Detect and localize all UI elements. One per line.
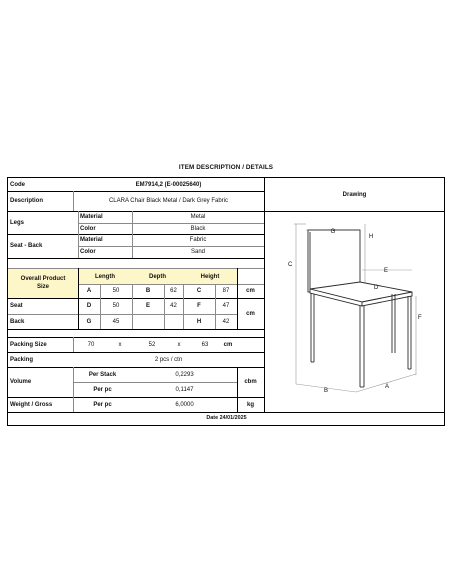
volume-per-stack-label: Per Stack: [88, 371, 117, 378]
depth-header: Depth: [149, 273, 166, 280]
legs-color-value: Black: [190, 225, 206, 232]
packing-size-length: 70: [87, 341, 95, 348]
dim-g-key: G: [86, 318, 92, 325]
dim-h-key: H: [196, 318, 202, 325]
drawing-title: Drawing: [342, 192, 367, 198]
chair-outline: [308, 230, 412, 387]
weight-per-pc-label: Per pc: [93, 401, 112, 408]
page-title: ITEM DESCRIPTION / DETAILS: [178, 164, 274, 171]
seat-back-material-label: Material: [80, 237, 103, 243]
dim-c-key: C: [196, 288, 202, 294]
weight-value: 6,0000: [175, 401, 194, 408]
code-value: EM7914,2 (E-00025640): [135, 181, 202, 188]
overall-unit: cm: [246, 288, 255, 294]
seat-back-unit: cm: [246, 310, 255, 317]
dim-b-value: 62: [170, 288, 177, 294]
dim-f-key: F: [197, 303, 201, 309]
label-f: F: [418, 315, 422, 321]
volume-label: Volume: [10, 379, 32, 385]
dim-c-value: 87: [222, 288, 230, 294]
overall-size-label: Overall Product Size: [20, 276, 66, 290]
code-label: Code: [10, 181, 25, 188]
label-e: E: [384, 268, 389, 274]
seat-label: Seat: [10, 303, 23, 309]
label-d: D: [374, 285, 379, 291]
volume-per-pc-label: Per pc: [93, 386, 112, 393]
dim-a-value: 50: [112, 288, 120, 294]
packing-size-x2: x: [177, 341, 181, 348]
dim-d-value: 50: [112, 303, 120, 309]
dim-b-key: B: [145, 288, 151, 294]
label-b: B: [324, 388, 329, 394]
packing-size-width: 52: [148, 341, 156, 348]
seat-back-color-label: Color: [80, 249, 96, 255]
length-header: Length: [95, 273, 115, 280]
legs-material-label: Material: [80, 214, 103, 220]
volume-per-pc-value: 0,1147: [175, 386, 194, 393]
dim-e-value: 42: [170, 303, 177, 309]
volume-unit: cbm: [244, 379, 257, 385]
description-label: Description: [10, 198, 44, 204]
label-g: G: [330, 229, 336, 235]
packing-size-label: Packing Size: [10, 341, 47, 348]
description-value: CLARA Chair Black Metal / Dark Grey Fabric: [108, 198, 229, 204]
dim-g-value: 45: [112, 318, 120, 325]
packing-size-unit: cm: [223, 341, 233, 348]
seat-back-material-value: Fabric: [189, 237, 207, 243]
item-details-sheet: [7, 177, 445, 426]
legs-material-value: Metal: [190, 214, 206, 220]
packing-size-height: 63: [201, 341, 209, 348]
label-h: H: [369, 234, 374, 240]
packing-label: Packing: [10, 356, 34, 363]
back-label: Back: [10, 318, 25, 325]
legs-label: Legs: [10, 219, 25, 226]
packing-size-x1: x: [118, 341, 122, 348]
dim-d-key: D: [86, 303, 92, 309]
dim-a-key: A: [86, 288, 92, 294]
weight-label: Weight / Gross: [10, 401, 53, 408]
dim-f-value: 47: [222, 303, 230, 309]
seat-back-label: Seat - Back: [10, 243, 43, 249]
label-c: C: [288, 262, 293, 268]
dim-h-value: 42: [222, 318, 230, 325]
date-footer: Date 24/01/2025: [206, 415, 247, 422]
dim-e-key: E: [145, 303, 150, 309]
volume-per-stack-value: 0,2293: [175, 371, 194, 378]
height-header: Height: [200, 273, 220, 280]
seat-back-color-value: Sand: [190, 249, 205, 255]
packing-value: 2 pcs / ctn: [154, 356, 183, 363]
label-a: A: [385, 384, 390, 390]
weight-unit: kg: [246, 401, 254, 408]
chair-drawing: [264, 212, 445, 412]
legs-color-label: Color: [80, 225, 96, 232]
